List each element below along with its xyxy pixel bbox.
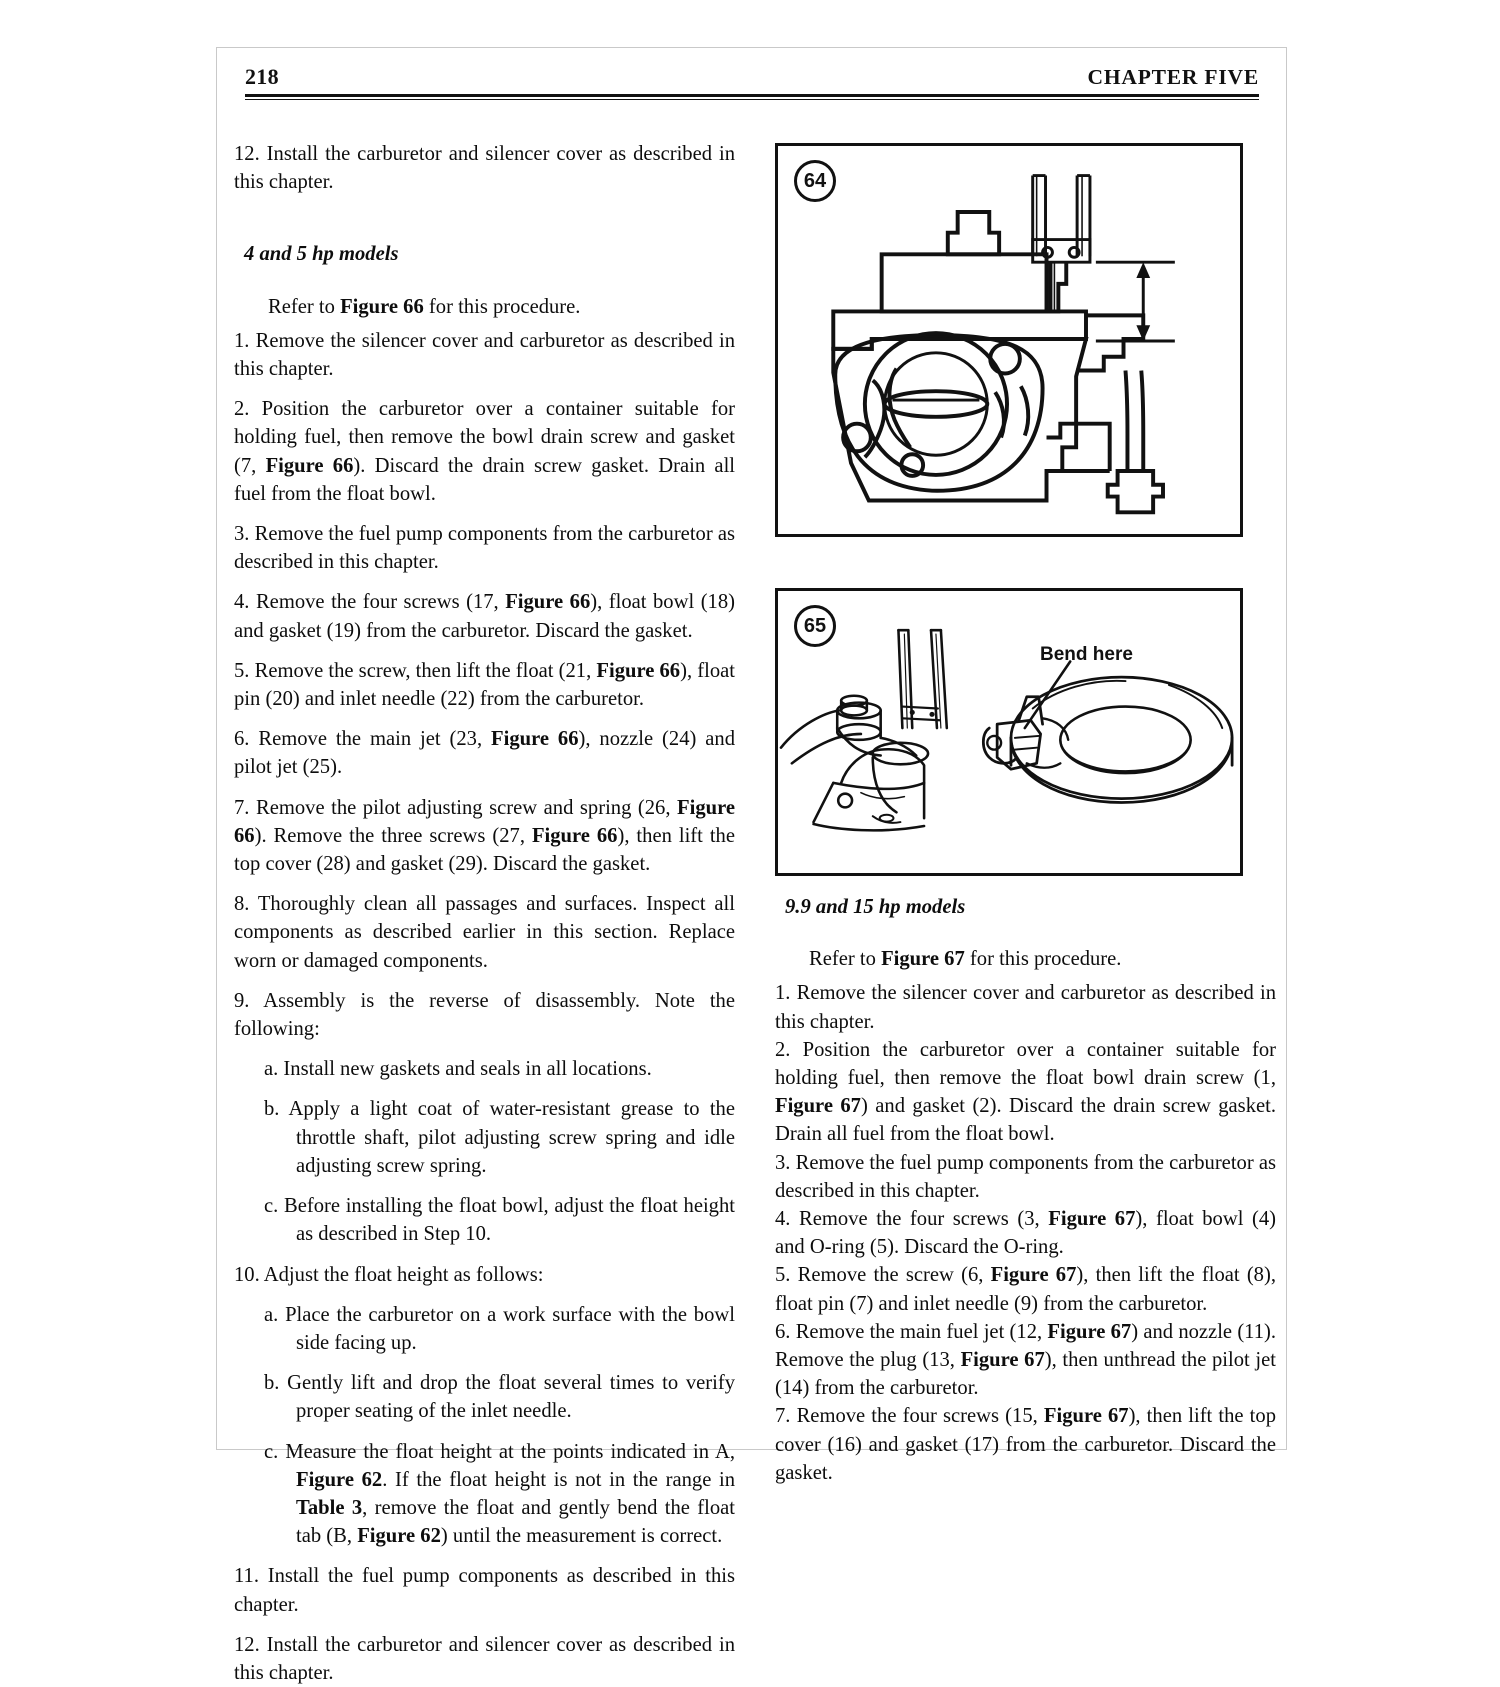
step5-text-b: ), then lift the float (8), float pin (7) and inlet needle (9) from the carburetor. [775,1264,1276,1315]
paragraph-step7 [234,794,735,879]
header-rule [245,94,1259,100]
figure-reference-67: Figure 67 [1048,1208,1136,1231]
page-header [245,64,1259,104]
page-number: 218 [245,64,279,89]
paragraph-step7 [775,1402,1276,1487]
step5-text-b: ), float pin (20) and inlet needle (22) from the carburetor. [234,659,735,711]
paragraph-step5 [775,1261,1276,1317]
step4-text-b: ), float bowl (4) and O-ring (5). Discard the O-ring. [775,1208,1277,1259]
table-reference-3: Table 3 [296,1496,363,1519]
figure-reference-66: Figure 66 [265,454,354,477]
paragraph-refer-figure-67 [775,945,1276,973]
refer-text-suffix: for this procedure. [423,295,581,318]
paragraph-step9c: c. Before installing the float bowl, adjust the float height as described in Step 10. [264,1195,735,1246]
step6-text-b: ), nozzle (24) and pilot jet (25). [234,728,736,779]
step6-text-c: ), then unthread the pilot jet (14) from the carburetor. [775,1349,1276,1400]
step2-text-b: ) and gasket (2). Discard the drain screw gasket. Drain all fuel from the float bowl. [775,1095,1277,1146]
paragraph-step3: 3. Remove the fuel pump components from the carburetor as described in this chapter. [234,523,735,574]
paragraph-step1: 1. Remove the silencer cover and carburetor as described in this chapter. [234,329,735,381]
paragraph-step4 [234,588,735,644]
paragraph-step10a: a. Place the carburetor on a work surface with the bowl side facing up. [264,1303,735,1354]
figure-reference-66: Figure 66 [596,659,681,682]
figure-reference-66: Figure 66 [505,591,591,614]
paragraph-step4 [775,1205,1276,1261]
manual-page [216,47,1287,1684]
refer-text-suffix: for this procedure. [964,948,1122,971]
step2-text-b: ). Discard the drain screw gasket. Drain all fuel from the float bowl. [234,454,736,505]
refer-text-prefix: Refer to [809,948,882,971]
running-head-chapter: CHAPTER FIVE [1087,65,1259,89]
right-text-column [775,893,1276,1487]
paragraph-step8: 8. Thoroughly clean all passages and surfaces. Inspect all components as described earlier in this section. Replace worn or damaged components. [234,893,735,972]
paragraph-step3: 3. Remove the fuel pump components from the carburetor as described in this chapter. [775,1151,1276,1202]
paragraph-step9a: a. Install new gaskets and seals in all locations. [264,1058,652,1081]
figure-reference-66: Figure 66 [340,295,424,318]
step5-text-a: 5. Remove the screw (6, [775,1264,991,1287]
paragraph-step10b: b. Gently lift and drop the float several times to verify proper seating of the inlet needle. [264,1372,735,1423]
figure-reference-66: Figure 66 [531,824,618,847]
carburetor-side-view-illustration [778,146,1240,534]
paragraph-step10c [234,1438,735,1551]
paragraph-step2 [234,395,735,508]
figure-reference-67: Figure 67 [881,948,965,971]
step2-text-a: 2. Position the carburetor over a container suitable for holding fuel, then remove the float bowl drain screw (1, [775,1038,1276,1090]
step4-text-a: 4. Remove the four screws (3, [775,1208,1049,1231]
paragraph-step9: 9. Assembly is the reverse of disassembly. Note the following: [234,989,735,1041]
paragraph-step6 [775,1318,1276,1403]
paragraph-step1: 1. Remove the silencer cover and carburetor as described in this chapter. [775,982,1276,1033]
step7-text-a: 7. Remove the pilot adjusting screw and spring (26, [234,796,678,819]
paragraph-step6 [234,725,735,781]
figure-reference-67: Figure 67 [1047,1320,1132,1343]
step6-text-a: 6. Remove the main fuel jet (12, [775,1320,1048,1343]
subheading-9-9-and-15-hp-models: 9.9 and 15 hp models [785,896,966,918]
step7-text-c: ), then lift the top cover (28) and gasket (29). Discard the gasket. [234,824,735,876]
subheading-4-and-5-hp-models: 4 and 5 hp models [244,243,399,266]
step2-text-a: 2. Position the carburetor over a container suitable for holding fuel, then remove the bowl drain screw and gasket (7, [234,398,735,477]
paragraph-step12-bottom: 12. Install the carburetor and silencer cover as described in this chapter. [234,1633,735,1684]
figure-reference-66: Figure 66 [491,728,579,751]
figure-64 [775,143,1243,537]
paragraph-step11: 11. Install the fuel pump components as described in this chapter. [234,1565,735,1616]
figure-reference-67: Figure 67 [775,1095,861,1118]
step6-text-b: ) and nozzle (11). Remove the plug (13, [775,1320,1277,1372]
step10c-text-d: ) until the measurement is correct. [440,1525,723,1548]
figure-reference-66: Figure 66 [234,796,735,847]
figure-number-badge: 65 [794,605,836,647]
step10c-text-c: , remove the float and gently bend the float tab (B, [296,1496,735,1548]
step10c-text-b: . If the float height is not in the range in [382,1468,736,1491]
figure-65 [775,588,1243,876]
figure-reference-67: Figure 67 [960,1349,1045,1372]
step10c-text-a: c. Measure the float height at the points indicated in A, [264,1440,735,1463]
step7-text-b: ), then lift the top cover (16) and gasket (17) from the carburetor. Discard the gasket. [775,1405,1276,1484]
paragraph-step9b: b. Apply a light coat of water-resistant grease to the throttle shaft, pilot adjusting screw spring and idle adjusting screw spring. [264,1098,735,1177]
figure-reference-67: Figure 67 [1043,1405,1129,1428]
figure-number-badge: 64 [794,160,836,202]
step4-text-a: 4. Remove the four screws (17, [234,591,506,614]
figure-reference-67: Figure 67 [990,1264,1077,1287]
paragraph-step12-top: 12. Install the carburetor and silencer cover as described in this chapter. [234,143,735,194]
paragraph-step2 [775,1036,1276,1149]
step7-text-b: ). Remove the three screws (27, [254,824,532,847]
figure-reference-62: Figure 62 [296,1468,383,1491]
step7-text-a: 7. Remove the four screws (15, [775,1405,1044,1428]
paragraph-refer-figure-66 [234,293,735,321]
float-measurement-and-tab-illustration [778,591,1240,873]
step5-text-a: 5. Remove the screw, then lift the float (21, [234,659,597,682]
step6-text-a: 6. Remove the main jet (23, [234,728,492,751]
step4-text-b: ), float bowl (18) and gasket (19) from the carburetor. Discard the gasket. [234,591,736,642]
figure-reference-62: Figure 62 [357,1525,441,1548]
paragraph-step10: 10. Adjust the float height as follows: [234,1263,544,1286]
paragraph-step5 [234,657,735,713]
left-text-column [234,140,735,1687]
bend-here-callout-label: Bend here [1040,644,1133,665]
refer-text-prefix: Refer to [268,295,341,318]
